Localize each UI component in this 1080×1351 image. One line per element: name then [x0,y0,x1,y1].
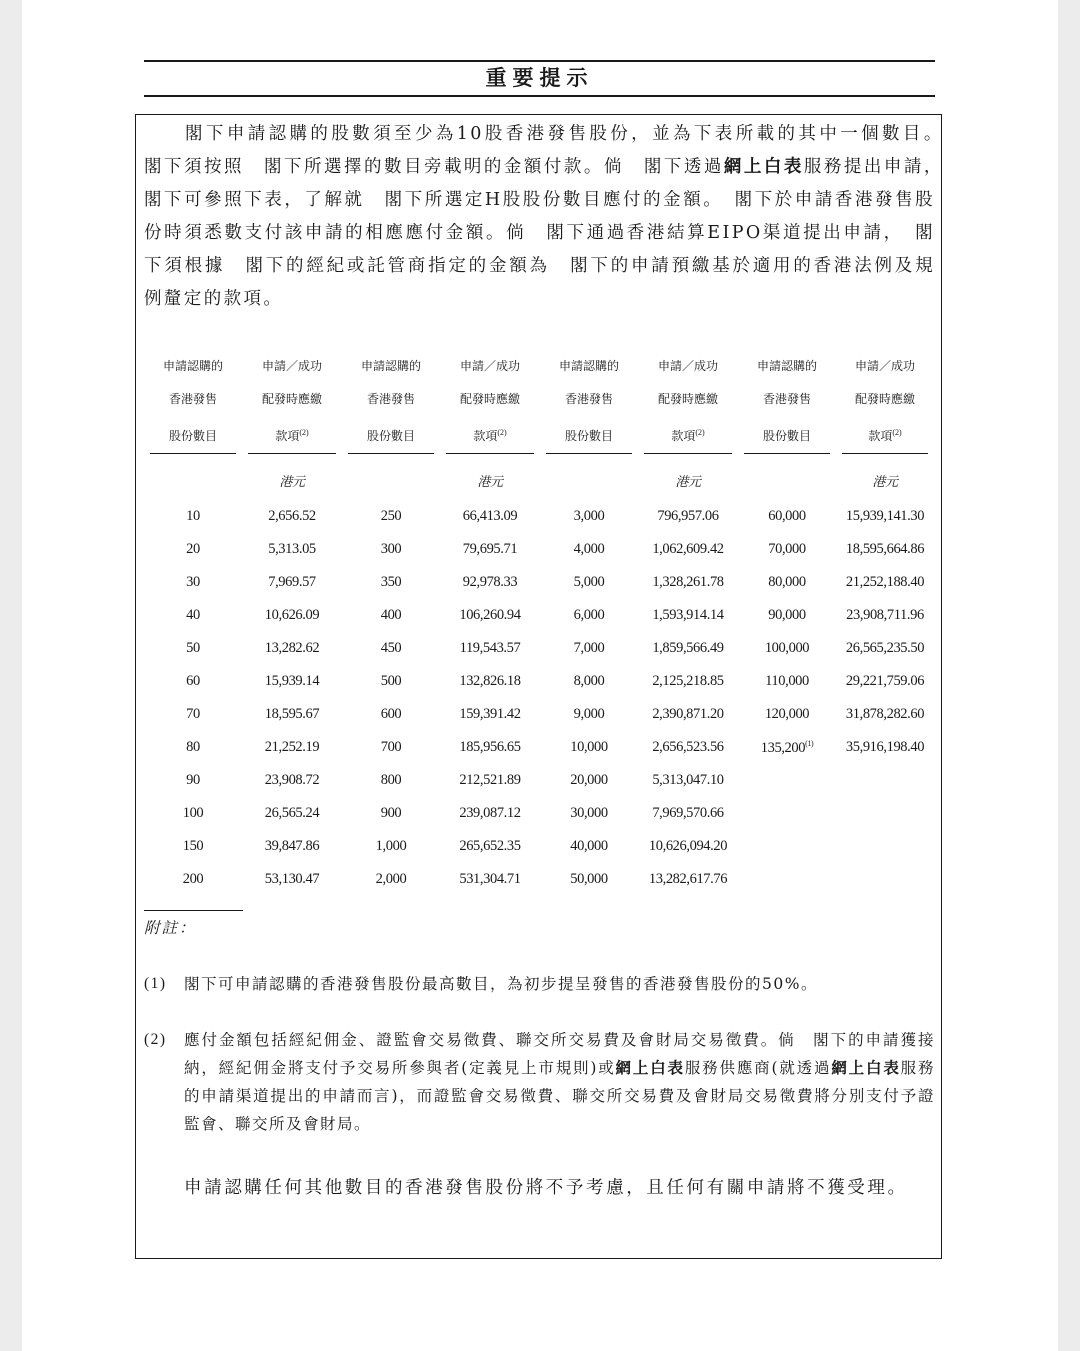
table-row [144,599,934,632]
amount-cell: 29,221,759.06 [845,673,925,689]
shares-cell: 600 [380,706,402,722]
shares-cell: 2,000 [375,871,407,887]
shares-cell: 200 [182,871,204,887]
amount-cell: 2,656.52 [268,508,316,524]
shares-cell: 135,200$^{(1)}$ [760,738,814,756]
header-amount: 申請／成功 [854,359,915,373]
amount-cell [836,764,934,797]
amount-cell: 1,328,261.78 [652,574,724,590]
intro-paragraph: 閣下申請認購的股數須至少為10股香港發售股份，並為下表所載的其中一個數目。 閣下須按照 閣下所選擇的數目旁載明的金額付款。倘 閣下透過網上白表服務提出申請， 閣下可參照下表，了解就 閣下所選定H股股份數目應付的金額。 閣下於申請香港發售股份時須悉數支付該申請的相應應付金額。倘 閣下通過香港結算EIPO渠道提出申請， 閣下須根據 閣下的經紀或託管商指定的金額為 閣下的申請預繳基於適用的香港法例及規例釐定的款項。 [144,124,936,309]
table-row [144,830,934,863]
shares-cell: 30 [186,574,200,590]
shares-cell: 3,000 [573,508,605,524]
spacer-cell [540,454,638,500]
table-row [144,863,934,896]
header-shares: 申請認購的 [162,359,223,373]
page-title: 重要提示 [485,65,594,90]
shares-cell: 80 [186,739,200,755]
table-row [144,731,934,764]
shares-cell: 8,000 [573,673,605,689]
shares-cell: 300 [380,541,402,557]
header-top-rule [144,60,935,62]
shares-cell: 30,000 [570,805,608,821]
table-row [144,764,934,797]
amount-cell: 13,282,617.76 [648,871,728,887]
amount-cell: 13,282.62 [264,640,320,656]
amount-cell [836,863,934,896]
header-shares: 申請認購的 [756,359,817,373]
shares-cell: 5,000 [573,574,605,590]
footnote-rule [144,910,243,911]
amount-cell: 2,390,871.20 [652,706,724,722]
shares-cell: 250 [380,508,402,524]
amount-cell: 10,626.09 [264,607,320,623]
amount-cell: 39,847.86 [264,838,320,854]
shares-cell: 7,000 [573,640,605,656]
table-row [144,632,934,665]
shares-cell: 40 [186,607,200,623]
shares-cell: 90 [186,772,200,788]
currency-label: 港元 [279,473,305,489]
amount-cell: 79,695.71 [462,541,518,557]
header-amount: 申請／成功 [261,359,322,373]
header-shares: 香港發售 [366,392,415,406]
header-amount: 配發時應繳 [261,392,322,406]
amount-cell: 2,125,218.85 [652,673,724,689]
spacer-cell [738,454,836,500]
header-amount: 申請／成功 [657,359,718,373]
table-row [144,665,934,698]
amount-cell: 5,313,047.10 [652,772,724,788]
amount-cell: 21,252,188.40 [845,574,925,590]
shares-cell: 70,000 [768,541,806,557]
shares-cell: 6,000 [573,607,605,623]
amount-cell: 26,565.24 [264,805,320,821]
footnote-2-number: (2) [144,1031,167,1048]
amount-cell: 7,969,570.66 [652,805,724,821]
shares-cell: 500 [380,673,402,689]
amount-cell: 31,878,282.60 [845,706,925,722]
amount-cell: 1,062,609.42 [652,541,724,557]
spacer-cell [342,454,440,500]
shares-cell: 700 [380,739,402,755]
closing-statement: 申請認購任何其他數目的香港發售股份將不予考慮，且任何有關申請將不獲受理。 [184,1178,908,1198]
table-row [144,533,934,566]
amount-cell: 7,969.57 [268,574,316,590]
amount-cell: 10,626,094.20 [648,838,728,854]
amount-cell: 796,957.06 [657,508,719,524]
shares-cell: 20 [186,541,200,557]
amount-cell: 66,413.09 [462,508,518,524]
amount-cell: 531,304.71 [459,871,521,887]
header-amount: 款項$^{(2)}$ [836,416,934,454]
amount-cell: 212,521.89 [459,772,521,788]
header-amount: 配發時應繳 [459,392,520,406]
footnote-2-text: 應付金額包括經紀佣金、證監會交易徵費、聯交所交易費及會財局交易徵費。倘 閣下的申請獲接納，經紀佣金將支付予交易所參與者(定義見上市規則)或網上白表服務供應商(就透過網上白表服務的申請渠道提出的申請而言)，而證監會交易徵費、聯交所交易費及會財局交易徵費將分別支付予證監會、聯交所及會財局。 [184,1031,935,1133]
amount-table [144,350,934,896]
shares-cell: 20,000 [570,772,608,788]
header-bottom-rule [144,95,935,97]
header-shares: 申請認購的 [558,359,619,373]
amount-cell: 35,916,198.40 [845,739,925,755]
shares-cell: 80,000 [768,574,806,590]
footnote-title: 附註： [144,919,197,937]
amount-cell: 15,939.14 [264,673,320,689]
shares-cell: 60,000 [768,508,806,524]
amount-cell: 26,565,235.50 [845,640,925,656]
amount-cell [836,797,934,830]
amount-cell: 106,260.94 [459,607,521,623]
header-shares: 香港發售 [564,392,613,406]
amount-cell: 1,593,914.14 [652,607,724,623]
shares-cell: 120,000 [764,706,810,722]
shares-cell: 9,000 [573,706,605,722]
shares-cell: 10 [186,508,200,524]
shares-cell: 100,000 [764,640,810,656]
shares-cell: 70 [186,706,200,722]
amount-cell [836,830,934,863]
header-amount: 款項$^{(2)}$ [440,416,540,454]
header-amount: 申請／成功 [459,359,520,373]
amount-cell: 5,313.05 [268,541,316,557]
shares-cell: 50 [186,640,200,656]
table-row [144,566,934,599]
shares-cell: 40,000 [570,838,608,854]
amount-cell: 53,130.47 [264,871,320,887]
table-row [144,797,934,830]
currency-label: 港元 [872,473,898,489]
amount-cell: 159,391.42 [459,706,521,722]
shares-cell [738,863,836,896]
shares-cell: 1,000 [375,838,407,854]
footnote-1 [144,970,935,998]
header-shares: 香港發售 [762,392,811,406]
amount-cell: 119,543.57 [459,640,521,656]
shares-cell: 400 [380,607,402,623]
footnote-2 [144,1026,935,1138]
shares-cell: 450 [380,640,402,656]
shares-cell: 900 [380,805,402,821]
shares-cell: 150 [182,838,204,854]
footnote-1-text: 閣下可申請認購的香港發售股份最高數目，為初步提呈發售的香港發售股份的50%。 [184,975,818,993]
shares-cell: 110,000 [765,673,809,689]
amount-cell: 21,252.19 [264,739,320,755]
amount-cell: 1,859,566.49 [652,640,724,656]
shares-cell: 50,000 [570,871,608,887]
amount-cell: 132,826.18 [459,673,521,689]
shares-cell [738,830,836,863]
header-amount: 款項$^{(2)}$ [638,416,738,454]
header-shares: 申請認購的 [360,359,421,373]
amount-cell: 239,087.12 [459,805,521,821]
header-amount: 款項$^{(2)}$ [242,416,342,454]
shares-cell: 90,000 [768,607,806,623]
amount-cell: 18,595,664.86 [845,541,925,557]
header-shares: 香港發售 [168,392,217,406]
header-shares: 股份數目 [342,416,440,454]
shares-cell: 10,000 [570,739,608,755]
header-amount: 配發時應繳 [854,392,915,406]
amount-cell: 18,595.67 [264,706,320,722]
amount-cell: 15,939,141.30 [845,508,925,524]
shares-cell: 4,000 [573,541,605,557]
amount-cell: 265,652.35 [459,838,521,854]
spacer-cell [144,454,242,500]
amount-cell: 185,956.65 [459,739,521,755]
amount-cell: 92,978.33 [462,574,518,590]
shares-cell [738,797,836,830]
amount-cell: 2,656,523.56 [652,739,724,755]
footnote-1-number: (1) [144,975,167,992]
currency-label: 港元 [675,473,701,489]
amount-cell: 23,908.72 [264,772,320,788]
table-row [144,500,934,533]
amount-cell: 23,908,711.96 [846,607,924,623]
shares-cell: 100 [182,805,204,821]
table-row [144,698,934,731]
header-shares: 股份數目 [144,416,242,454]
shares-cell: 60 [186,673,200,689]
shares-cell: 350 [380,574,402,590]
header-amount: 配發時應繳 [657,392,718,406]
header-shares: 股份數目 [540,416,638,454]
shares-cell: 800 [380,772,402,788]
currency-label: 港元 [477,473,503,489]
shares-cell [738,764,836,797]
header-shares: 股份數目 [738,416,836,454]
